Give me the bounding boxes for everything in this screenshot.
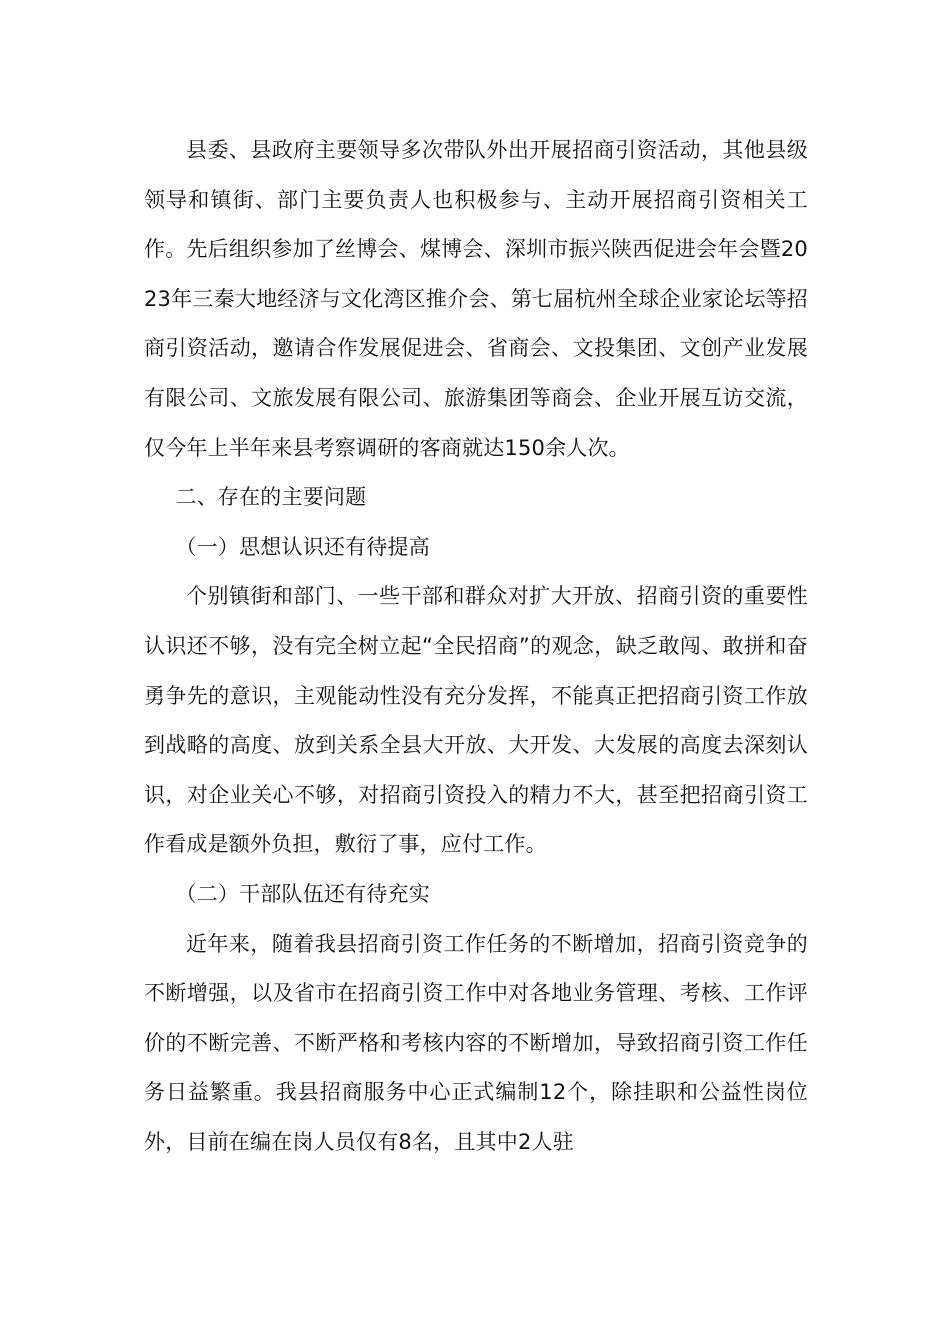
paragraph-investment-activities: 县委、县政府主要领导多次带队外出开展招商引资活动，其他县级领导和镇街、部门主要负责人也积极参与、主动开展招商引资相关工作。先后组织参加了丝博会、煤博会、深圳市振兴陕西促进会年会暨2023年三秦大地经济与文化湾区推介会、第七届杭州全球企业家论坛等招商引资活动，邀请合作发展促进会、省商会、文投集团、文创产业发展有限公司、文旅发展有限公司、旅游集团等商会、企业开展互访交流，仅今年上半年来县考察调研的客商就达150余人次。 bbox=[144, 138, 808, 460]
subheading-staffing: （二）干部队伍还有待充实 bbox=[175, 881, 430, 906]
section-heading-main-problems: 二、存在的主要问题 bbox=[175, 485, 367, 510]
subheading-awareness: （一）思想认识还有待提高 bbox=[175, 534, 430, 559]
document-body bbox=[144, 126, 808, 1167]
paragraph-awareness: 个别镇街和部门、一些干部和群众对扩大开放、招商引资的重要性认识还不够，没有完全树立起“全民招商”的观念，缺乏敢闯、敢拼和奋勇争先的意识，主观能动性没有充分发挥，不能真正把招商引资工作放到战略的高度、放到关系全县大开放、大开发、大发展的高度去深刻认识，对企业关心不够，对招商引资投入的精力不大，甚至把招商引资工作看成是额外负担，敷衍了事，应付工作。 bbox=[144, 584, 808, 857]
paragraph-staffing: 近年来，随着我县招商引资工作任务的不断增加，招商引资竞争的不断增强，以及省市在招商引资工作中对各地业务管理、考核、工作评价的不断完善、不断严格和考核内容的不断增加，导致招商引资工作任务日益繁重。我县招商服务中心正式编制12个，除挂职和公益性岗位外，目前在编在岗人员仅有8名，且其中2人驻 bbox=[144, 931, 808, 1154]
